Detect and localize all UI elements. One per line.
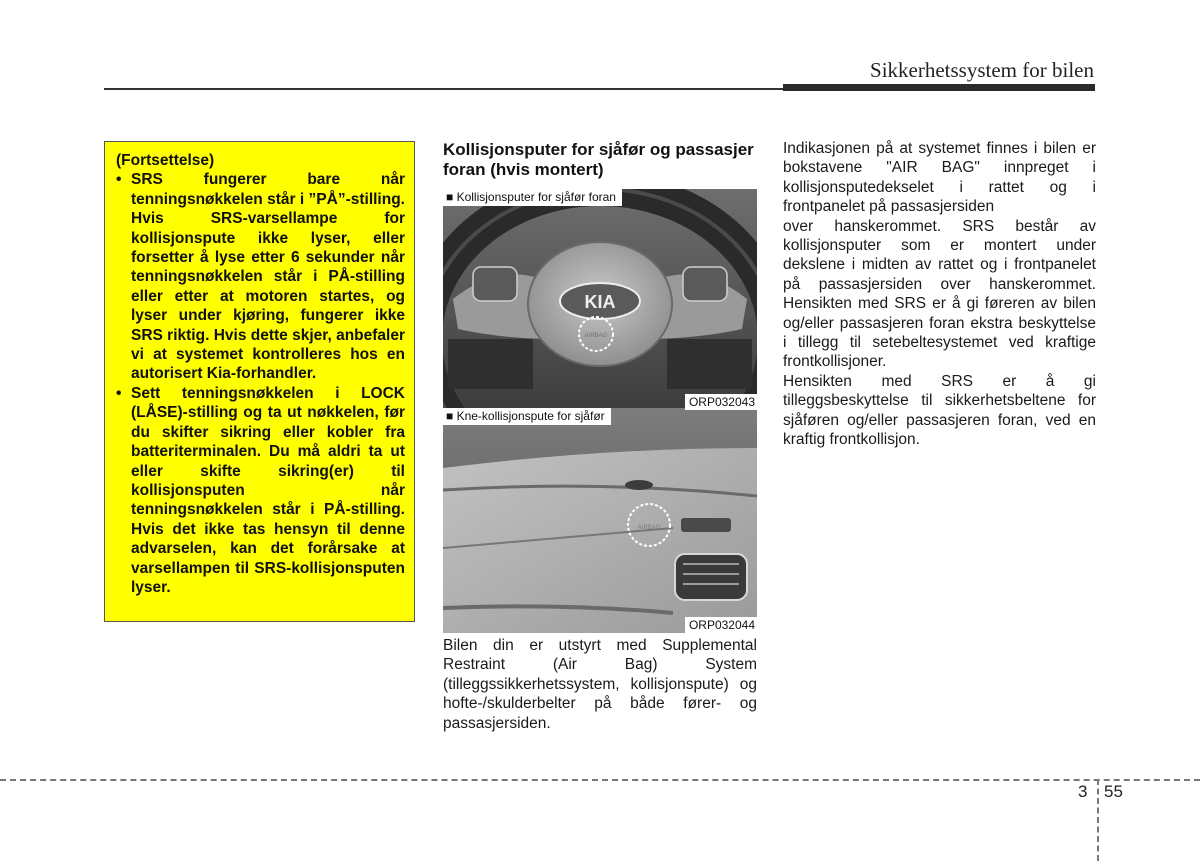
dashboard-illustration (443, 408, 757, 633)
figure-code: ORP032044 (685, 617, 757, 633)
warning-continued-label: (Fortsettelse) (116, 152, 215, 169)
figure-steering-wheel-airbag (443, 189, 757, 410)
right-column-text (783, 139, 1096, 450)
warning-item: • SRS fungerer bare når tenningsnøkkelen står i ”PÅ”-stilling. Hvis SRS-varsellampe for kollisjonspute ikke lyser, eller forsetter å lyse etter 6 sekunder når tenningsnøkkelen står i PÅ-stilling eller etter at motoren startes, og lyser under kjøring, fungerer ikke SRS riktig. Hvis dette skjer, anbefaler vi at systemet kontrolleres hos en autorisert Kia-forhandler. (114, 170, 405, 383)
header-rule-accent (783, 84, 1095, 91)
warning-list (114, 170, 405, 597)
figure-knee-airbag (443, 408, 757, 633)
body-paragraph: Hensikten med SRS er å gi tilleggsbeskyttelse til sikkerhetsbeltene for sjåføren og/eller passasjeren foran, ved en kraftig frontkollisjon. (783, 372, 1096, 449)
steering-wheel-illustration (443, 189, 757, 410)
figure-code: ORP032043 (685, 394, 757, 410)
body-paragraph: over hanskerommet. SRS består av kollisjonsputer som er montert under dekslene i midten av rattet og i frontpanelet på passasjersiden over hanskerommet. Hensikten med SRS er å gi føreren av bilen og/eller passasjeren foran ekstra beskyttelse i tillegg til setebeltesystemet ved kraftige frontkollisjoner. (783, 217, 1096, 371)
page-number: 55 (1104, 782, 1123, 801)
body-paragraph: Indikasjonen på at systemet finnes i bilen er bokstavene "AIR BAG" innpreget i kollisjonsputedekselet i rattet og i frontpanelet på passasjersiden (783, 140, 1096, 216)
footer-rule (0, 779, 1200, 781)
running-header-title: Sikkerhetssystem for bilen (870, 58, 1094, 82)
warning-box (104, 141, 415, 622)
airbag-marking: AIRBAG (584, 333, 608, 339)
footer-divider (1097, 779, 1099, 861)
section-heading-block (443, 140, 757, 180)
mid-body-paragraph: Bilen din er utstyrt med Supplemental Restraint (Air Bag) System (tilleggssikkerhetssystem, kollisjonspute) og hofte-/skulderbelter på både fører- og passasjersiden. (443, 637, 757, 732)
figure-caption: ■ Kollisjonsputer for sjåfør foran (443, 189, 622, 206)
kia-logo: KIA (584, 292, 616, 312)
section-title: Kollisjonsputer for sjåfør og passasjer foran (hvis montert) (443, 140, 754, 179)
warning-item: • Sett tenningsnøkkelen i LOCK (LÅSE)-stilling og ta ut nøkkelen, før du skifter sikring eller kobler fra batteriterminalen. Du må aldri ta ut eller skifte sikring(er) til kollisjonsputen når tenningsnøkkelen står i PÅ-stilling. Hvis det ikke tas hensyn til denne advarselen, kan det forårsake at varsellampen til SRS-kollisjonsputen lyser. (114, 384, 405, 597)
page-section-number: 3 (1078, 782, 1088, 801)
figure-caption: ■ Kne-kollisjonspute for sjåfør (443, 408, 611, 425)
airbag-marking: AIRBAG (637, 525, 661, 531)
